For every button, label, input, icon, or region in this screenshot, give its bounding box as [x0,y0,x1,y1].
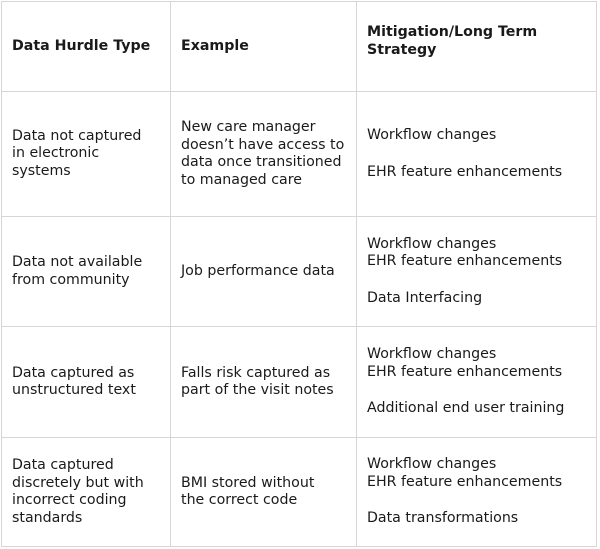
strategy-cell [356,92,596,216]
strategy-spacer [367,491,562,510]
data-hurdle-table [1,1,597,547]
example-cell: New care manager doesn’t have access to data once transitioned to managed care [170,92,356,216]
example-cell: Job performance data [170,217,356,326]
strategy-line: Workflow changes [367,235,497,252]
table-row [2,326,596,437]
hurdle-type-cell: Data captured as unstructured text [12,364,136,398]
hurdle-type-cell: Data not available from community [12,254,143,288]
strategy-cell [356,438,596,546]
example-cell: Falls risk captured as part of the visit notes [170,327,356,437]
table-row [2,91,596,216]
strategy-line: EHR feature enhancements [367,253,563,270]
header-example: Example [170,2,356,91]
table-row [2,437,596,546]
strategy-spacer [367,145,562,164]
strategy-spacer [367,271,562,290]
strategy-line: EHR feature enhancements [367,163,563,180]
header-mitigation-strategy: Mitigation/Long Term Strategy [356,2,596,91]
strategy-line: Additional end user training [367,400,565,417]
example-cell: BMI stored without the correct code [170,438,356,546]
strategy-spacer [367,381,564,400]
strategy-line: Data transformations [367,510,519,527]
strategy-line: Workflow changes [367,346,497,363]
strategy-line: EHR feature enhancements [367,363,563,380]
strategy-line: EHR feature enhancements [367,473,563,490]
strategy-cell [356,217,596,326]
table-row [2,216,596,326]
strategy-line: Workflow changes [367,127,497,143]
hurdle-type-cell: Data not captured in electronic systems [12,127,142,179]
strategy-line: Data Interfacing [367,289,483,306]
table-header-row [2,2,596,91]
header-data-hurdle-type: Data Hurdle Type [12,37,151,54]
hurdle-type-cell: Data captured discretely but with incorrect coding standards [12,457,144,526]
strategy-line: Workflow changes [367,456,497,473]
strategy-cell [356,327,596,437]
